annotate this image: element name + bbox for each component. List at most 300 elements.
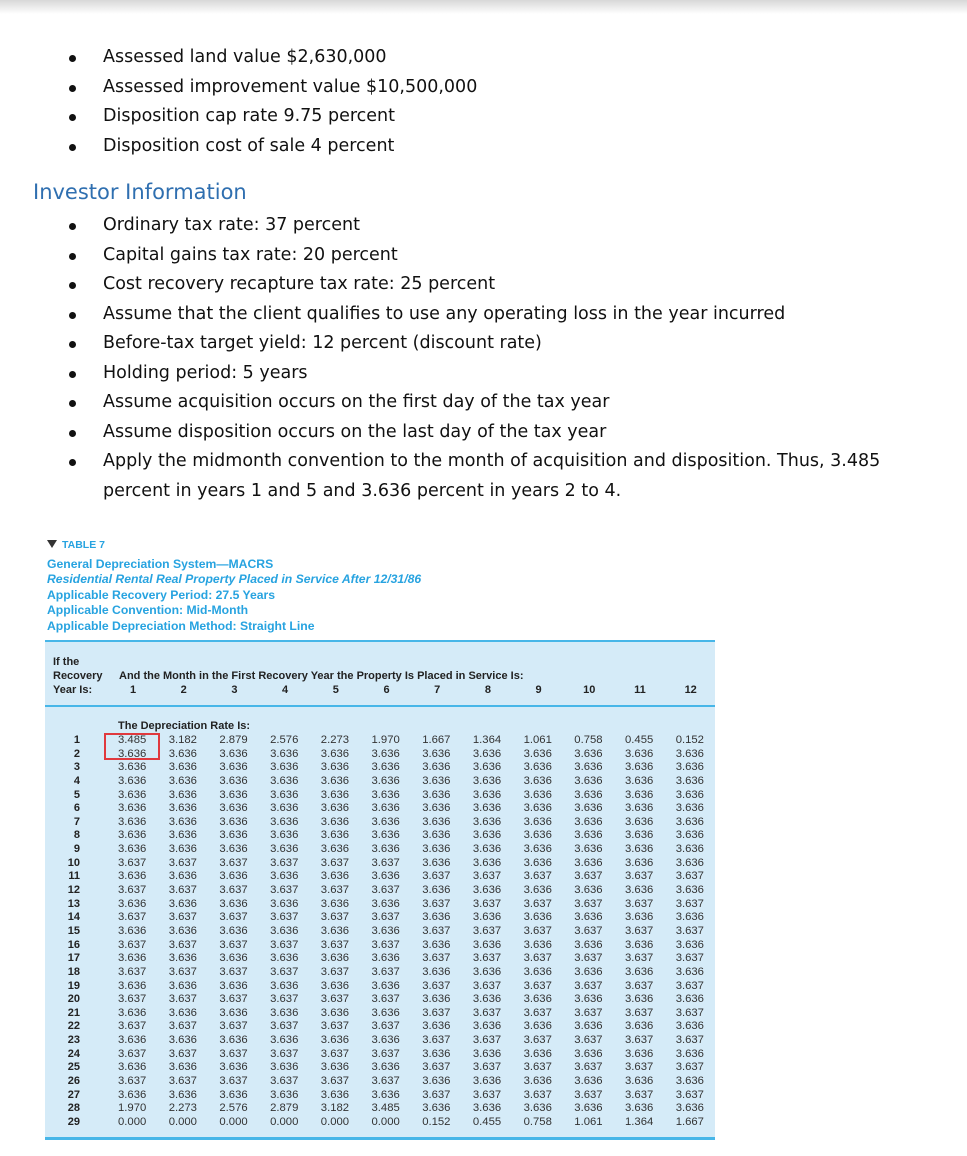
rate-cell: 3.636 — [523, 802, 552, 815]
rate-cell: 3.636 — [675, 1047, 704, 1060]
table-label: TABLE 7 — [47, 539, 105, 551]
rate-cell: 3.636 — [371, 979, 400, 992]
rate-cell: 3.636 — [371, 952, 400, 965]
rate-cell: 3.636 — [675, 884, 704, 897]
table-recovery-period: Applicable Recovery Period: 27.5 Years — [47, 588, 276, 602]
rate-cell: 3.636 — [625, 938, 654, 951]
highlight-box — [104, 733, 160, 760]
rate-cell: 3.637 — [422, 1006, 451, 1019]
recovery-year: 16 — [67, 938, 80, 951]
rate-cell: 3.636 — [625, 802, 654, 815]
rate-cell: 2.273 — [168, 1102, 197, 1115]
bullet-item: Apply the midmonth convention to the month of acquisition and disposition. Thus, 3.485 — [103, 447, 880, 477]
rate-cell: 3.637 — [422, 952, 451, 965]
rate-cell: 3.636 — [422, 1020, 451, 1033]
rate-cell: 3.636 — [625, 774, 654, 787]
rate-cell: 3.637 — [270, 1075, 299, 1087]
rate-cell: 3.636 — [472, 843, 502, 856]
recovery-year: 11 — [68, 870, 80, 883]
rate-cell: 3.637 — [219, 965, 248, 978]
rate-cell: 3.637 — [422, 1061, 451, 1074]
rate-cell: 3.636 — [168, 1061, 197, 1074]
bullet-item: Assume acquisition occurs on the first day of the tax year — [103, 388, 609, 418]
rate-cell: 3.636 — [371, 924, 400, 937]
rate-cell: 3.485 — [118, 734, 147, 746]
rate-cell: 3.636 — [574, 911, 603, 924]
rate-cell: 3.636 — [270, 761, 299, 774]
rate-cell: 3.636 — [675, 761, 704, 774]
rate-cell: 3.182 — [168, 734, 197, 746]
rate-cell: 3.636 — [422, 1075, 451, 1087]
rate-cell: 3.636 — [118, 979, 147, 992]
rate-cell: 3.182 — [320, 1102, 350, 1115]
rate-cell: 3.637 — [270, 938, 299, 951]
month-column-header: 10 — [583, 684, 596, 696]
rate-cell: 3.637 — [270, 884, 299, 897]
rate-cell: 3.636 — [371, 897, 400, 910]
rate-cell: 3.636 — [320, 815, 350, 828]
rate-cell: 3.636 — [675, 774, 704, 787]
recovery-year: 21 — [67, 1006, 80, 1019]
collapse-triangle-icon — [47, 540, 57, 548]
rate-cell: 3.636 — [168, 952, 197, 965]
table-method: Applicable Depreciation Method: Straight Line — [47, 619, 315, 633]
rate-cell: 3.636 — [320, 829, 350, 842]
rate-cell: 3.637 — [270, 856, 299, 869]
rate-cell: 3.636 — [270, 815, 299, 828]
rate-cell: 3.636 — [371, 1006, 400, 1019]
rate-cell: 3.636 — [219, 924, 248, 937]
rate-cell: 3.636 — [320, 788, 350, 801]
rate-cell: 3.636 — [371, 774, 400, 787]
rate-cell: 3.636 — [219, 1006, 248, 1019]
rate-cell: 3.636 — [574, 829, 603, 842]
recovery-year: 26 — [67, 1075, 80, 1087]
rate-cell: 3.636 — [118, 829, 147, 842]
rate-cell: 3.636 — [523, 965, 552, 978]
rate-cell: 3.636 — [270, 802, 299, 815]
rate-cell: 3.636 — [574, 1020, 603, 1033]
rate-cell: 3.637 — [320, 1047, 350, 1060]
rate-cell: 3.637 — [118, 1020, 147, 1033]
rate-cell: 3.637 — [675, 1061, 704, 1074]
rate-cell: 1.970 — [118, 1102, 147, 1115]
rate-cell: 3.636 — [472, 938, 502, 951]
rate-cell: 3.636 — [422, 802, 451, 815]
month-column-header: 6 — [383, 684, 390, 696]
rate-cell: 3.637 — [371, 1047, 400, 1060]
rate-cell: 3.637 — [523, 979, 552, 992]
rate-cell: 3.636 — [574, 788, 603, 801]
rate-cell: 3.637 — [168, 911, 197, 924]
rate-cell: 3.636 — [320, 979, 350, 992]
rate-cell: 3.637 — [118, 965, 147, 978]
rate-cell: 3.637 — [320, 1075, 350, 1087]
recovery-year: 6 — [73, 802, 80, 815]
rate-cell: 3.636 — [118, 843, 147, 856]
rate-cell: 3.636 — [625, 829, 654, 842]
rate-cell: 3.636 — [625, 843, 654, 856]
rate-cell: 3.637 — [675, 870, 704, 883]
rate-cell: 3.636 — [523, 884, 552, 897]
rate-cell: 0.152 — [422, 1115, 451, 1128]
rate-cell: 3.636 — [625, 993, 654, 1006]
rate-cell: 3.637 — [574, 870, 603, 883]
rate-cell: 3.636 — [168, 924, 197, 937]
rate-cell: 3.636 — [270, 1061, 299, 1074]
rate-cell: 3.636 — [219, 788, 248, 801]
rate-cell: 3.637 — [574, 952, 603, 965]
rate-cell: 3.637 — [574, 1088, 603, 1101]
rate-cell: 3.637 — [219, 938, 248, 951]
rate-cell: 3.637 — [168, 884, 197, 897]
rate-cell: 3.636 — [371, 802, 400, 815]
rate-cell: 3.636 — [168, 761, 197, 774]
rate-cell: 3.636 — [320, 747, 350, 760]
rate-cell: 3.637 — [118, 856, 147, 869]
rate-cell: 1.364 — [625, 1115, 654, 1128]
rate-cell: 3.636 — [219, 952, 248, 965]
rate-cell: 3.636 — [320, 843, 350, 856]
rate-cell: 3.636 — [371, 815, 400, 828]
recovery-year: 23 — [67, 1034, 80, 1047]
rate-cell: 3.636 — [118, 1088, 147, 1101]
rate-cell: 1.667 — [422, 734, 451, 746]
bullet-item: percent in years 1 and 5 and 3.636 percent in years 2 to 4. — [103, 480, 622, 501]
rate-cell: 3.636 — [422, 1102, 451, 1115]
rate-cell: 3.636 — [118, 1061, 147, 1074]
rate-cell: 3.636 — [422, 747, 451, 760]
rate-cell: 3.637 — [371, 856, 400, 869]
rate-cell: 3.636 — [422, 938, 451, 951]
recovery-year: 20 — [67, 993, 80, 1006]
rate-cell: 3.636 — [574, 802, 603, 815]
rate-cell: 3.636 — [219, 1034, 248, 1047]
recovery-year: 13 — [67, 897, 80, 910]
recovery-year: 27 — [67, 1088, 80, 1101]
rate-cell: 3.636 — [523, 829, 552, 842]
rate-cell: 3.637 — [675, 1006, 704, 1019]
rate-cell: 3.636 — [422, 815, 451, 828]
rate-cell: 3.636 — [625, 1047, 654, 1060]
bullet-item: Assume that the client qualifies to use any operating loss in the year incurred — [103, 300, 785, 330]
rate-cell: 3.637 — [422, 870, 451, 883]
rate-cell: 3.636 — [675, 1102, 704, 1115]
bullet-item: Holding period: 5 years — [103, 359, 308, 389]
rate-cell: 0.000 — [270, 1115, 299, 1128]
rate-cell: 3.636 — [320, 870, 350, 883]
rate-cell: 3.637 — [675, 1088, 704, 1101]
rate-cell: 1.061 — [574, 1115, 603, 1128]
rate-cell: 3.636 — [422, 1047, 451, 1060]
rate-cell: 3.636 — [219, 843, 248, 856]
rate-cell: 3.637 — [320, 993, 350, 1006]
rate-cell: 3.636 — [219, 870, 248, 883]
month-column-header: 7 — [434, 684, 441, 696]
rate-cell: 3.636 — [523, 774, 552, 787]
rate-cell: 3.636 — [320, 1006, 350, 1019]
rate-cell: 3.637 — [472, 897, 502, 910]
month-column-header: 11 — [634, 684, 646, 696]
rate-cell: 3.636 — [675, 1020, 704, 1033]
rate-cell: 3.636 — [320, 924, 350, 937]
rate-cell: 3.636 — [371, 1088, 400, 1101]
rate-cell: 3.637 — [422, 1088, 451, 1101]
rate-cell: 3.637 — [574, 1006, 603, 1019]
month-column-header: 1 — [129, 684, 137, 696]
rate-cell: 3.636 — [523, 1102, 552, 1115]
rate-cell: 3.637 — [168, 938, 197, 951]
rate-cell: 3.636 — [270, 924, 299, 937]
rate-cell: 3.636 — [523, 747, 552, 760]
rate-cell: 3.637 — [625, 924, 654, 937]
rate-cell: 3.637 — [523, 1006, 552, 1019]
rate-cell: 3.636 — [574, 843, 603, 856]
rate-cell: 3.636 — [523, 938, 552, 951]
rate-cell: 3.636 — [523, 1020, 552, 1033]
recovery-year: 25 — [67, 1061, 80, 1074]
rate-cell: 3.637 — [422, 979, 451, 992]
rate-cell: 3.636 — [574, 815, 603, 828]
rate-cell: 3.637 — [625, 1061, 654, 1074]
rate-cell: 3.636 — [422, 761, 451, 774]
rate-cell: 3.637 — [371, 993, 400, 1006]
rate-cell: 0.455 — [472, 1115, 502, 1128]
rate-cell: 2.273 — [320, 734, 350, 746]
rate-cell: 3.637 — [168, 993, 197, 1006]
rate-cell: 3.636 — [422, 843, 451, 856]
rate-cell: 0.758 — [523, 1115, 552, 1128]
rate-cell: 3.637 — [219, 856, 248, 869]
rate-cell: 1.970 — [371, 734, 400, 746]
rate-cell: 3.636 — [118, 788, 147, 801]
rate-cell: 3.637 — [219, 884, 248, 897]
rate-cell: 3.636 — [472, 1047, 502, 1060]
recovery-year: 4 — [73, 774, 80, 787]
bullet-item: Assume disposition occurs on the last day of the tax year — [103, 418, 606, 448]
rate-cell: 1.667 — [675, 1115, 704, 1128]
rate-cell: 3.636 — [625, 761, 654, 774]
recovery-year: 14 — [67, 911, 80, 924]
rate-cell: 3.636 — [625, 747, 654, 760]
rate-cell: 3.636 — [320, 1034, 350, 1047]
table-title: General Depreciation System—MACRS — [47, 557, 274, 571]
rate-cell: 3.637 — [625, 1088, 654, 1101]
rate-cell: 3.637 — [168, 1020, 197, 1033]
rate-cell: 3.636 — [472, 774, 502, 787]
rate-cell: 3.637 — [168, 1047, 197, 1060]
rate-cell: 3.636 — [574, 1047, 603, 1060]
rate-cell: 3.636 — [118, 774, 147, 787]
recovery-year: 24 — [67, 1047, 80, 1060]
rate-cell: 3.636 — [472, 829, 502, 842]
recovery-year: 28 — [67, 1102, 80, 1115]
rate-cell: 3.637 — [320, 856, 350, 869]
rate-cell: 3.637 — [219, 1047, 248, 1060]
rate-cell: 3.637 — [574, 924, 603, 937]
rate-cell: 3.637 — [371, 965, 400, 978]
rate-cell: 3.637 — [320, 965, 350, 978]
rate-cell: 3.636 — [168, 979, 197, 992]
rate-cell: 3.636 — [320, 897, 350, 910]
rate-cell: 3.637 — [270, 993, 299, 1006]
rate-cell: 3.636 — [270, 829, 299, 842]
rate-cell: 2.576 — [219, 1102, 248, 1115]
rate-cell: 3.636 — [219, 1088, 248, 1101]
rate-cell: 3.636 — [320, 774, 350, 787]
rate-cell: 3.636 — [574, 938, 603, 951]
rate-cell: 3.636 — [472, 993, 502, 1006]
rate-cell: 3.637 — [523, 924, 552, 937]
rate-cell: 3.636 — [168, 829, 197, 842]
rate-cell: 3.636 — [675, 815, 704, 828]
rate-cell: 3.636 — [219, 747, 248, 760]
month-column-header: 4 — [282, 684, 289, 696]
rate-cell: 3.636 — [270, 870, 299, 883]
rate-cell: 3.636 — [270, 747, 299, 760]
rate-cell: 3.637 — [320, 1020, 350, 1033]
rate-cell: 3.637 — [219, 1020, 248, 1033]
recovery-year: 5 — [73, 788, 80, 801]
rate-cell: 3.636 — [219, 802, 248, 815]
rate-cell: 3.636 — [118, 897, 147, 910]
rate-cell: 3.636 — [168, 1088, 197, 1101]
rate-cell: 3.636 — [270, 788, 299, 801]
header-divider — [45, 705, 715, 707]
rate-cell: 3.636 — [675, 911, 704, 924]
recovery-year: 7 — [73, 815, 80, 828]
rate-cell: 3.485 — [371, 1102, 400, 1115]
rate-cell: 3.636 — [472, 802, 502, 815]
bullet-item: Assessed land value $2,630,000 — [103, 43, 387, 73]
rate-cell: 3.637 — [422, 1034, 451, 1047]
rate-cell: 3.636 — [675, 856, 704, 869]
recovery-year: 9 — [73, 843, 80, 856]
rate-cell: 3.636 — [523, 1047, 552, 1060]
rate-cell: 2.879 — [270, 1102, 299, 1115]
rate-cell: 3.637 — [675, 897, 704, 910]
rate-cell: 3.636 — [219, 774, 248, 787]
rate-cell: 3.636 — [422, 911, 451, 924]
recovery-year: 1 — [73, 734, 80, 746]
rate-cell: 3.636 — [574, 965, 603, 978]
rate-cell: 3.636 — [168, 843, 197, 856]
recovery-year: 17 — [67, 952, 80, 965]
rate-cell: 3.636 — [422, 856, 451, 869]
year-header-line1: If the — [53, 656, 80, 668]
rate-cell: 3.637 — [219, 911, 248, 924]
rate-cell: 3.636 — [675, 938, 704, 951]
rate-cell: 3.637 — [168, 856, 197, 869]
rate-cell: 3.636 — [118, 1006, 147, 1019]
rate-cell: 3.637 — [523, 1034, 552, 1047]
recovery-year: 3 — [73, 761, 80, 774]
rate-cell: 3.637 — [270, 1020, 299, 1033]
rate-cell: 3.636 — [422, 965, 451, 978]
rate-cell: 3.637 — [472, 1061, 502, 1074]
rate-cell: 3.636 — [118, 815, 147, 828]
rate-cell: 3.636 — [118, 802, 147, 815]
rate-cell: 2.576 — [270, 734, 299, 746]
rate-cell: 3.637 — [523, 1061, 552, 1074]
rate-cell: 3.636 — [422, 884, 451, 897]
rate-cell: 3.636 — [270, 979, 299, 992]
rate-cell: 3.636 — [472, 911, 502, 924]
rate-cell: 3.636 — [472, 1075, 502, 1087]
rate-cell: 3.637 — [371, 938, 400, 951]
rate-cell: 3.637 — [168, 1075, 197, 1087]
rate-cell: 3.637 — [472, 952, 502, 965]
rate-cell: 3.636 — [523, 788, 552, 801]
rate-cell: 3.636 — [422, 993, 451, 1006]
rate-cell: 3.636 — [371, 1034, 400, 1047]
bullet-item: Disposition cost of sale 4 percent — [103, 132, 394, 162]
rate-cell: 0.000 — [118, 1115, 147, 1128]
month-column-header: 12 — [684, 684, 697, 696]
recovery-year: 22 — [67, 1020, 80, 1033]
rate-cell: 3.637 — [675, 952, 704, 965]
rate-cell: 3.636 — [320, 1061, 350, 1074]
rate-cell: 3.637 — [625, 979, 654, 992]
rate-cell: 3.637 — [625, 952, 654, 965]
rate-cell: 3.636 — [371, 843, 400, 856]
rate-cell: 3.636 — [168, 802, 197, 815]
rate-cell: 3.636 — [472, 815, 502, 828]
rate-cell: 3.636 — [675, 802, 704, 815]
rate-cell: 3.637 — [625, 897, 654, 910]
rate-cell: 3.637 — [422, 924, 451, 937]
rate-cell: 3.636 — [574, 993, 603, 1006]
rate-cell: 3.636 — [675, 829, 704, 842]
rate-cell: 3.636 — [523, 856, 552, 869]
rate-cell: 3.636 — [523, 843, 552, 856]
recovery-year: 18 — [67, 965, 80, 978]
rate-cell: 3.636 — [270, 774, 299, 787]
month-column-header: 5 — [332, 684, 339, 696]
rate-cell: 3.637 — [168, 965, 197, 978]
rate-cell: 3.636 — [625, 965, 654, 978]
rate-cell: 3.636 — [625, 1020, 654, 1033]
rate-cell: 3.637 — [523, 952, 552, 965]
month-column-header: 8 — [484, 684, 491, 696]
rate-cell: 3.637 — [118, 911, 147, 924]
rate-cell: 3.636 — [270, 843, 299, 856]
rate-cell: 3.637 — [574, 979, 603, 992]
rate-cell: 3.636 — [118, 747, 147, 760]
rate-cell: 3.637 — [219, 1075, 248, 1087]
rate-cell: 3.637 — [472, 870, 502, 883]
rate-cell: 3.636 — [219, 897, 248, 910]
month-column-header: 2 — [180, 684, 187, 696]
rate-cell: 3.637 — [371, 1020, 400, 1033]
rate-cell: 3.636 — [472, 1020, 502, 1033]
rate-cell: 3.636 — [118, 924, 147, 937]
rate-cell: 3.636 — [675, 993, 704, 1006]
rate-cell: 3.636 — [219, 979, 248, 992]
rate-cell: 3.636 — [320, 1088, 350, 1101]
rate-cell: 3.636 — [574, 884, 603, 897]
rate-cell: 3.637 — [270, 911, 299, 924]
rate-cell: 3.636 — [168, 1034, 197, 1047]
rate-cell: 3.636 — [371, 870, 400, 883]
rate-cell: 3.636 — [523, 993, 552, 1006]
rate-cell: 3.636 — [523, 815, 552, 828]
recovery-year: 15 — [67, 924, 80, 937]
rate-cell: 3.636 — [219, 815, 248, 828]
rate-cell: 3.636 — [625, 884, 654, 897]
rate-cell: 3.637 — [320, 938, 350, 951]
rate-cell: 3.636 — [270, 1006, 299, 1019]
